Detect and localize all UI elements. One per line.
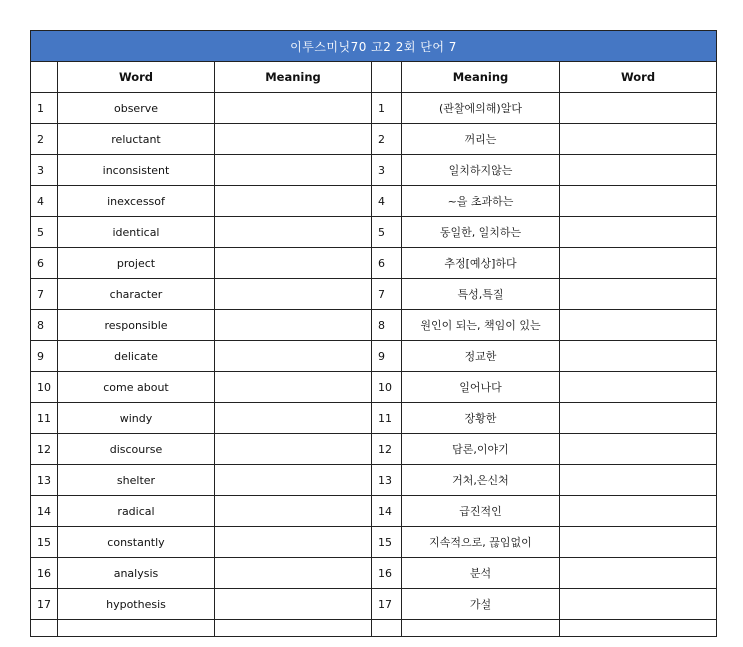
table-row-cutoff bbox=[31, 620, 717, 637]
row-number-left: 17 bbox=[31, 589, 58, 620]
table-row bbox=[31, 465, 717, 496]
english-word: inexcessof bbox=[58, 186, 215, 217]
row-number-right: 3 bbox=[372, 155, 402, 186]
cutoff-cell bbox=[58, 620, 215, 637]
table-row bbox=[31, 372, 717, 403]
table-row bbox=[31, 403, 717, 434]
row-number-right: 7 bbox=[372, 279, 402, 310]
english-word: analysis bbox=[58, 558, 215, 589]
meaning-answer-blank[interactable] bbox=[215, 496, 372, 527]
header-row bbox=[31, 62, 717, 93]
table-row bbox=[31, 248, 717, 279]
english-word: project bbox=[58, 248, 215, 279]
cutoff-cell bbox=[402, 620, 560, 637]
word-answer-blank[interactable] bbox=[560, 372, 717, 403]
word-answer-blank[interactable] bbox=[560, 341, 717, 372]
row-number-right: 10 bbox=[372, 372, 402, 403]
row-number-left: 12 bbox=[31, 434, 58, 465]
word-answer-blank[interactable] bbox=[560, 155, 717, 186]
row-number-right: 6 bbox=[372, 248, 402, 279]
table-row bbox=[31, 589, 717, 620]
meaning-answer-blank[interactable] bbox=[215, 589, 372, 620]
word-answer-blank[interactable] bbox=[560, 217, 717, 248]
korean-meaning: 동일한, 일치하는 bbox=[402, 217, 560, 248]
row-number-left: 4 bbox=[31, 186, 58, 217]
table-row bbox=[31, 217, 717, 248]
table-row bbox=[31, 93, 717, 124]
vocabulary-worksheet bbox=[30, 30, 716, 637]
header-blank-right bbox=[372, 62, 402, 93]
cutoff-cell bbox=[372, 620, 402, 637]
word-answer-blank[interactable] bbox=[560, 186, 717, 217]
word-answer-blank[interactable] bbox=[560, 403, 717, 434]
word-answer-blank[interactable] bbox=[560, 310, 717, 341]
row-number-right: 4 bbox=[372, 186, 402, 217]
row-number-right: 1 bbox=[372, 93, 402, 124]
row-number-left: 6 bbox=[31, 248, 58, 279]
korean-meaning: ~을 초과하는 bbox=[402, 186, 560, 217]
korean-meaning: 가설 bbox=[402, 589, 560, 620]
english-word: observe bbox=[58, 93, 215, 124]
table-row bbox=[31, 527, 717, 558]
word-answer-blank[interactable] bbox=[560, 434, 717, 465]
row-number-right: 15 bbox=[372, 527, 402, 558]
row-number-left: 15 bbox=[31, 527, 58, 558]
english-word: constantly bbox=[58, 527, 215, 558]
header-meaning-left: Meaning bbox=[215, 62, 372, 93]
meaning-answer-blank[interactable] bbox=[215, 155, 372, 186]
korean-meaning: 특성,특질 bbox=[402, 279, 560, 310]
meaning-answer-blank[interactable] bbox=[215, 310, 372, 341]
table-row bbox=[31, 310, 717, 341]
english-word: character bbox=[58, 279, 215, 310]
korean-meaning: 거처,은신처 bbox=[402, 465, 560, 496]
header-word-right: Word bbox=[560, 62, 717, 93]
word-answer-blank[interactable] bbox=[560, 496, 717, 527]
row-number-left: 5 bbox=[31, 217, 58, 248]
table-row bbox=[31, 186, 717, 217]
row-number-right: 8 bbox=[372, 310, 402, 341]
english-word: discourse bbox=[58, 434, 215, 465]
meaning-answer-blank[interactable] bbox=[215, 403, 372, 434]
meaning-answer-blank[interactable] bbox=[215, 372, 372, 403]
word-answer-blank[interactable] bbox=[560, 93, 717, 124]
word-answer-blank[interactable] bbox=[560, 248, 717, 279]
cutoff-cell bbox=[560, 620, 717, 637]
row-number-right: 11 bbox=[372, 403, 402, 434]
korean-meaning: 꺼리는 bbox=[402, 124, 560, 155]
row-number-right: 2 bbox=[372, 124, 402, 155]
meaning-answer-blank[interactable] bbox=[215, 93, 372, 124]
header-word-left: Word bbox=[58, 62, 215, 93]
word-answer-blank[interactable] bbox=[560, 558, 717, 589]
english-word: come about bbox=[58, 372, 215, 403]
cutoff-cell bbox=[31, 620, 58, 637]
korean-meaning: 일어나다 bbox=[402, 372, 560, 403]
word-answer-blank[interactable] bbox=[560, 279, 717, 310]
cutoff-cell bbox=[215, 620, 372, 637]
korean-meaning: 원인이 되는, 책임이 있는 bbox=[402, 310, 560, 341]
korean-meaning: 담론,이야기 bbox=[402, 434, 560, 465]
korean-meaning: 분석 bbox=[402, 558, 560, 589]
korean-meaning: 장황한 bbox=[402, 403, 560, 434]
row-number-left: 10 bbox=[31, 372, 58, 403]
meaning-answer-blank[interactable] bbox=[215, 279, 372, 310]
word-answer-blank[interactable] bbox=[560, 124, 717, 155]
korean-meaning: 일치하지않는 bbox=[402, 155, 560, 186]
word-answer-blank[interactable] bbox=[560, 589, 717, 620]
row-number-right: 5 bbox=[372, 217, 402, 248]
english-word: shelter bbox=[58, 465, 215, 496]
row-number-right: 17 bbox=[372, 589, 402, 620]
row-number-left: 9 bbox=[31, 341, 58, 372]
table-row bbox=[31, 124, 717, 155]
word-answer-blank[interactable] bbox=[560, 527, 717, 558]
english-word: windy bbox=[58, 403, 215, 434]
table-row bbox=[31, 434, 717, 465]
meaning-answer-blank[interactable] bbox=[215, 217, 372, 248]
meaning-answer-blank[interactable] bbox=[215, 465, 372, 496]
meaning-answer-blank[interactable] bbox=[215, 558, 372, 589]
table-row bbox=[31, 558, 717, 589]
row-number-left: 1 bbox=[31, 93, 58, 124]
english-word: inconsistent bbox=[58, 155, 215, 186]
table-row bbox=[31, 155, 717, 186]
row-number-right: 16 bbox=[372, 558, 402, 589]
english-word: hypothesis bbox=[58, 589, 215, 620]
meaning-answer-blank[interactable] bbox=[215, 124, 372, 155]
vocab-table bbox=[30, 30, 717, 637]
korean-meaning: 정교한 bbox=[402, 341, 560, 372]
header-blank-left bbox=[31, 62, 58, 93]
meaning-answer-blank[interactable] bbox=[215, 186, 372, 217]
english-word: reluctant bbox=[58, 124, 215, 155]
korean-meaning: 급진적인 bbox=[402, 496, 560, 527]
row-number-left: 2 bbox=[31, 124, 58, 155]
meaning-answer-blank[interactable] bbox=[215, 527, 372, 558]
word-answer-blank[interactable] bbox=[560, 465, 717, 496]
worksheet-title: 이투스미닛70 고2 2회 단어 7 bbox=[31, 31, 717, 62]
row-number-left: 11 bbox=[31, 403, 58, 434]
row-number-left: 13 bbox=[31, 465, 58, 496]
row-number-right: 9 bbox=[372, 341, 402, 372]
row-number-right: 13 bbox=[372, 465, 402, 496]
table-row bbox=[31, 496, 717, 527]
row-number-left: 7 bbox=[31, 279, 58, 310]
row-number-left: 14 bbox=[31, 496, 58, 527]
meaning-answer-blank[interactable] bbox=[215, 341, 372, 372]
meaning-answer-blank[interactable] bbox=[215, 434, 372, 465]
meaning-answer-blank[interactable] bbox=[215, 248, 372, 279]
table-row bbox=[31, 279, 717, 310]
english-word: radical bbox=[58, 496, 215, 527]
row-number-right: 14 bbox=[372, 496, 402, 527]
korean-meaning: 추정[예상]하다 bbox=[402, 248, 560, 279]
english-word: identical bbox=[58, 217, 215, 248]
korean-meaning: 지속적으로, 끊임없이 bbox=[402, 527, 560, 558]
english-word: delicate bbox=[58, 341, 215, 372]
table-row bbox=[31, 341, 717, 372]
row-number-left: 8 bbox=[31, 310, 58, 341]
korean-meaning: (관찰에의해)알다 bbox=[402, 93, 560, 124]
row-number-right: 12 bbox=[372, 434, 402, 465]
header-meaning-right: Meaning bbox=[402, 62, 560, 93]
english-word: responsible bbox=[58, 310, 215, 341]
row-number-left: 3 bbox=[31, 155, 58, 186]
row-number-left: 16 bbox=[31, 558, 58, 589]
